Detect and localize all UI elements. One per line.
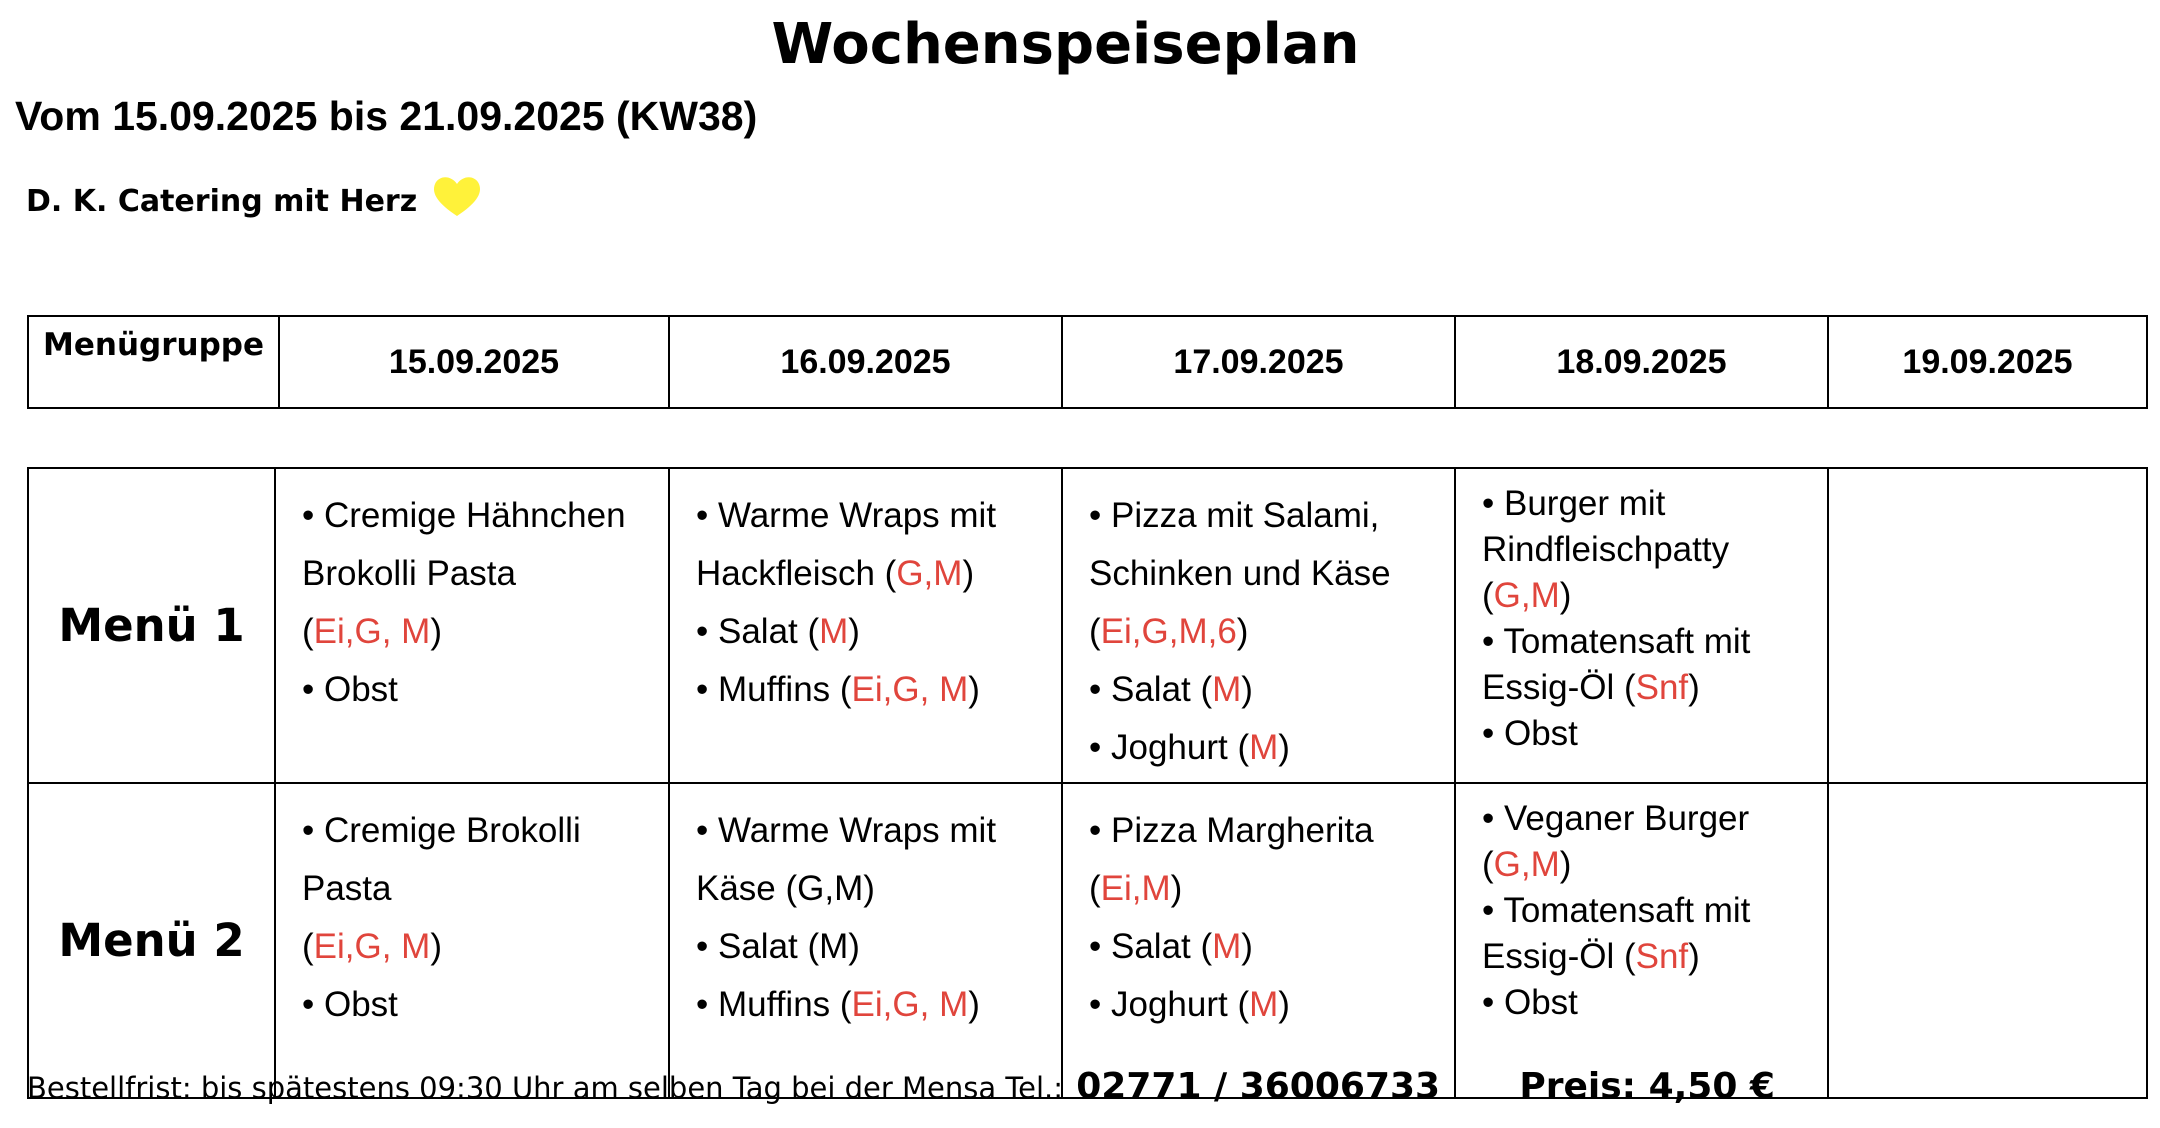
menu-label: Menü 2 [28,783,275,1098]
meal-line: (Ei,G, M) [302,612,442,651]
date-header-cell: 15.09.2025 [279,316,669,408]
meal-line: • Tomatensaft mit [1482,891,1751,930]
company-line [26,184,483,219]
meal-line: • Cremige Hähnchen [302,496,626,535]
allergen-codes: G,M [1493,576,1560,615]
meal-line: (G,M) [1482,576,1572,615]
meal-line: Essig-Öl (Snf) [1482,668,1700,707]
meal-line: • Obst [302,985,398,1024]
allergen-codes: Ei,G, M [851,985,969,1024]
meal-line: • Veganer Burger [1482,799,1750,838]
meal-line: • Joghurt (M) [1089,728,1290,767]
meal-line: • Salat (M) [1089,927,1253,966]
company-name: D. K. Catering mit Herz [26,184,418,219]
date-header-cell: 17.09.2025 [1062,316,1455,408]
meal-cell [1828,783,2147,1098]
allergen-codes: Ei,G, M [313,612,431,651]
menu-row [28,468,2147,783]
meal-line: Brokolli Pasta [302,554,516,593]
meal-line: Schinken und Käse [1089,554,1391,593]
meal-line: • Salat (M) [696,612,860,651]
meal-line: • Salat (M) [1089,670,1253,709]
meal-line: • Joghurt (M) [1089,985,1290,1024]
meal-line: • Obst [1482,714,1578,753]
meal-line: (Ei,G, M) [302,927,442,966]
date-header-table [27,315,2148,409]
date-header-cell: 16.09.2025 [669,316,1062,408]
menu-table [27,467,2148,1099]
allergen-codes: M [1249,728,1279,767]
price: Preis: 4,50 € [1519,1066,1775,1107]
meal-line: • Warme Wraps mit [696,811,997,850]
allergen-codes: Ei,G, M [851,670,969,709]
meal-line: • Warme Wraps mit [696,496,997,535]
meal-line: (G,M) [1482,845,1572,884]
allergen-codes: M [1212,670,1242,709]
meal-cell [275,783,669,1098]
heart-icon [431,174,483,218]
date-range: Vom 15.09.2025 bis 21.09.2025 (KW38) [15,93,758,139]
allergen-codes: G,M [896,554,963,593]
meal-line: Hackfleisch (G,M) [696,554,975,593]
meal-line: • Obst [1482,983,1578,1022]
allergen-codes: M [1249,985,1279,1024]
meal-line: • Tomatensaft mit [1482,622,1751,661]
meal-cell [1828,468,2147,783]
menu-group-header: Menügruppe [28,316,279,408]
allergen-codes: G,M [1493,845,1560,884]
footer [27,1066,1775,1107]
meal-line: • Salat (M) [696,927,860,966]
meal-line: Käse (G,M) [696,869,875,908]
meal-line: Essig-Öl (Snf) [1482,937,1700,976]
meal-line: • Pizza mit Salami, [1089,496,1380,535]
meal-line: Pasta [302,869,392,908]
allergen-codes: M [1212,927,1242,966]
meal-cell [1455,468,1828,783]
meal-line: • Obst [302,670,398,709]
menu-row [28,783,2147,1098]
meal-line: • Muffins (Ei,G, M) [696,985,980,1024]
meal-line: (Ei,G,M,6) [1089,612,1249,651]
date-header-cell: 18.09.2025 [1455,316,1828,408]
allergen-codes: Ei,M [1100,869,1171,908]
date-header-cell: 19.09.2025 [1828,316,2147,408]
menu-label: Menü 1 [28,468,275,783]
meal-cell [1062,468,1455,783]
allergen-codes: M [819,612,849,651]
meal-line: (Ei,M) [1089,869,1183,908]
meal-cell [669,468,1062,783]
meal-cell [275,468,669,783]
order-deadline: Bestellfrist: bis spätestens 09:30 Uhr am selben Tag bei der Mensa Tel.: [27,1071,1064,1105]
allergen-codes: Snf [1635,937,1689,976]
meal-cell [1455,783,1828,1098]
allergen-codes: Ei,G, M [313,927,431,966]
meal-cell [669,783,1062,1098]
meal-cell [1062,783,1455,1098]
allergen-codes: Ei,G,M,6 [1100,612,1237,651]
meal-line: • Cremige Brokolli [302,811,581,850]
date-header-row [28,316,2147,408]
page-title: Wochenspeiseplan [771,12,1360,77]
meal-line: • Burger mit [1482,484,1666,523]
meal-line: • Pizza Margherita [1089,811,1374,850]
meal-line: • Muffins (Ei,G, M) [696,670,980,709]
allergen-codes: Snf [1635,668,1689,707]
phone-number: 02771 / 36006733 [1076,1066,1441,1107]
meal-line: Rindfleischpatty [1482,530,1730,569]
